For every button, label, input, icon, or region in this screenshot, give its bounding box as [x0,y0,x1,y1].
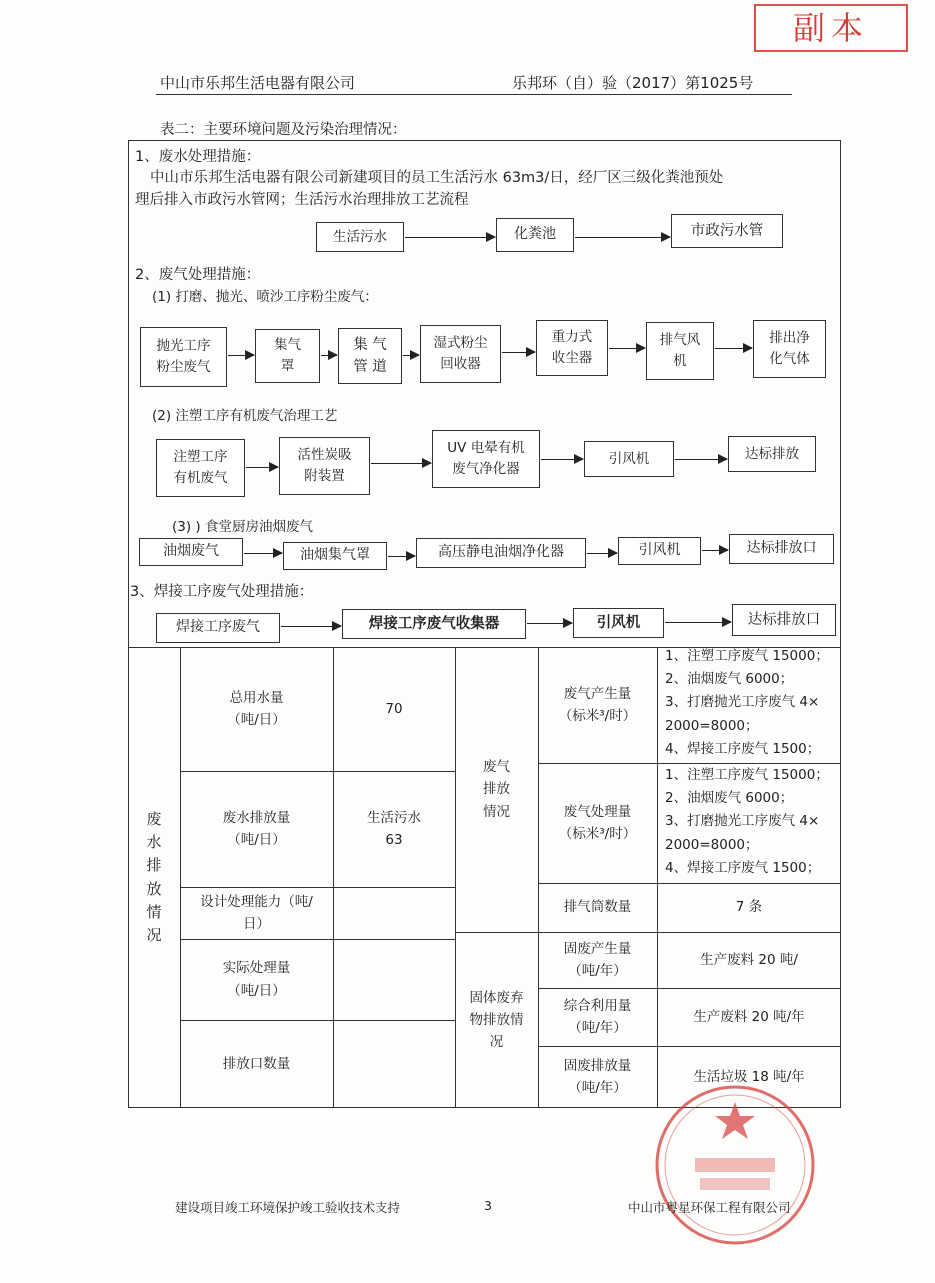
flow2-box-6: 排气风 机 [646,322,714,380]
water-row-label: 实际处理量 （吨/日） [222,960,291,999]
water-row-label: 设计处理能力（吨/ 日） [200,893,313,932]
flow3-box-1: 注塑工序 有机废气 [156,439,245,497]
flow3-box-2: 活性炭吸 附装置 [279,437,370,495]
water-row-label: 废水排放量 （吨/日） [222,809,291,848]
section2-title: 2、废气处理措施： [135,267,261,283]
footer-right: 中山市粤星环保工程有限公司 [628,1200,791,1215]
gas-produced-item: 2、油烟废气 6000； [665,671,794,688]
footer-left: 建设项目竣工环境保护竣工验收技术支持 [175,1200,401,1215]
flow-arrow [281,626,341,627]
gas-produced-item: 2000=8000； [665,717,759,734]
water-row-value: 生活污水 63 [367,809,421,848]
flow2-box-1: 抛光工序 粉尘废气 [140,327,227,387]
gas-treated-item: 2、油烟废气 6000； [665,790,794,807]
flow-arrow [228,355,254,356]
section1-line2: 理后排入市政污水管网；生活污水治理排放工艺流程 [135,192,469,208]
flow-arrow [715,348,752,349]
section3-title: 3、焊接工序废气处理措施： [130,584,314,600]
water-row-value [333,1020,455,1108]
flow-arrow [502,352,535,353]
gas-produced-list [665,645,829,761]
flow-arrow [702,550,728,551]
gas-treated-item: 1、注塑工序废气 15000； [665,767,829,783]
flow-arrow [405,237,495,238]
solid-row-label: 固废排放量 （吨/年） [563,1057,632,1096]
flow4-box-5: 达标排放口 [729,534,834,564]
flow3-box-4: 引风机 [584,441,674,477]
flow5-box-4: 达标排放口 [732,604,836,636]
flow-arrow [675,459,727,460]
header-company: 中山市乐邦生活电器有限公司 [160,74,356,92]
gas-row-label: 排气筒数量 [563,899,632,916]
section2-sub2-title: (2) 注塑工序有机废气治理工艺 [152,408,338,424]
gas-row-label: 废气产生量 （标米³/时） [558,685,637,724]
flow2-box-4: 湿式粉尘 回收器 [420,325,501,383]
solid-row-label: 综合利用量 （吨/年） [563,997,632,1036]
company-seal-icon [650,1080,820,1250]
flow-arrow [665,622,731,623]
flow-arrow [609,348,645,349]
flow4-box-2: 油烟集气罩 [283,542,387,570]
flow1-box-2: 化粪池 [496,218,574,252]
water-row-value [333,887,455,939]
gas-treated-item: 4、焊接工序废气 1500； [665,859,821,876]
flow-arrow [388,556,415,557]
flow2-box-3: 集 气 管 道 [338,328,402,384]
flow-arrow [403,355,419,356]
section2-sub3-title: (3) ) 食堂厨房油烟废气 [172,519,313,535]
solid-row-value: 生产废料 20 吨/年 [693,1008,805,1025]
flow3-box-5: 达标排放 [728,436,816,472]
flow2-box-2: 集气 罩 [255,329,320,383]
flow-arrow [575,237,670,238]
flow5-box-2: 焊接工序废气收集器 [342,609,526,639]
flow-arrow [246,467,278,468]
gas-label: 废气 排放 情况 [483,759,510,820]
solid-row-value: 生产废料 20 吨/ [700,951,798,968]
gas-produced-item: 1、注塑工序废气 15000； [665,648,829,664]
flow2-box-7: 排出净 化气体 [753,320,826,378]
flow-arrow [321,355,337,356]
table-title: 表二：主要环境问题及污染治理情况： [160,122,407,138]
flow5-box-3: 引风机 [573,608,664,638]
header-doc-number: 乐邦环（自）验（2017）第1025号 [512,74,754,92]
section2-sub1-title: (1) 打磨、抛光、喷沙工序粉尘废气： [152,289,378,305]
gas-produced-item: 3、打磨抛光工序废气 4× [665,694,820,711]
gas-produced-item: 4、焊接工序废气 1500； [665,740,821,757]
water-row-value [333,939,455,1020]
solid-row-value: 生活垃圾 18 吨/年 [693,1068,805,1085]
flow2-box-5: 重力式 收尘器 [536,320,608,376]
flow-arrow [587,553,617,554]
solid-label: 固体废弃 物排放情 况 [469,989,524,1051]
flow4-box-4: 引风机 [618,537,701,565]
section1-title: 1、废水处理措施： [135,149,261,165]
wastewater-label: 废 水 排 放 情 况 [146,809,162,944]
flow-arrow [541,459,583,460]
flow-arrow [244,553,282,554]
copy-stamp: 副本 [754,4,908,52]
gas-treated-item: 3、打磨抛光工序废气 4× [665,813,820,830]
flow-arrow [527,623,572,624]
flow4-box-1: 油烟废气 [139,538,243,566]
gas-row-label: 废气处理量 （标米³/时） [558,803,637,842]
footer-page-number: 3 [484,1198,492,1213]
header-rule [156,94,792,95]
flow-arrow [371,463,431,464]
gas-treated-item: 2000=8000； [665,836,759,853]
flow1-box-3: 市政污水管 [671,214,783,248]
gas-treated-list [665,764,829,880]
gas-row-value: 7 条 [735,899,763,916]
flow4-box-3: 高压静电油烟净化器 [416,538,586,568]
flow1-box-1: 生活污水 [316,222,404,252]
water-row-value: 70 [385,700,403,717]
water-row-label: 总用水量 （吨/日） [227,689,286,728]
water-row-label: 排放口数量 [222,1055,291,1072]
solid-row-label: 固废产生量 （吨/年） [563,940,632,979]
section1-line1: 中山市乐邦生活电器有限公司新建项目的员工生活污水 63m3/日，经厂区三级化粪池预处 [150,170,724,186]
flow5-box-1: 焊接工序废气 [156,613,280,643]
flow3-box-3: UV 电晕有机 废气净化器 [432,430,540,488]
